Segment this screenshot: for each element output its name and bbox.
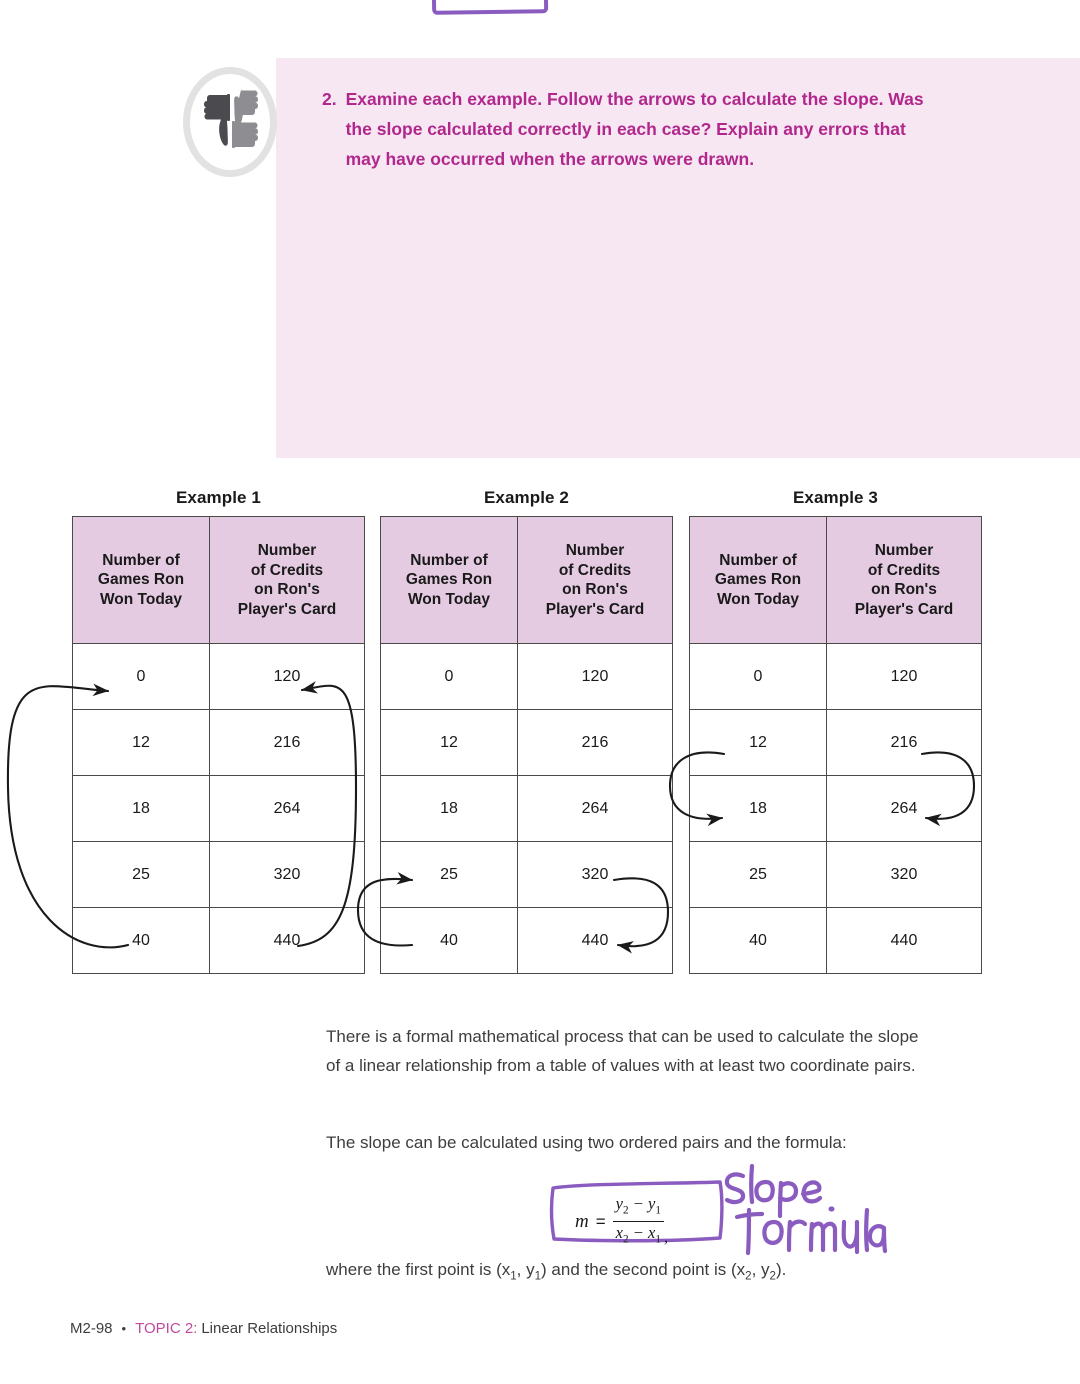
prose3-sub1: 1 <box>510 1270 517 1283</box>
formula-equals-sign: = <box>595 1211 606 1231</box>
cell-credits: 440 <box>210 908 365 974</box>
num-y1: y <box>648 1194 656 1213</box>
den-x1-sub: 1 <box>655 1233 661 1246</box>
prose3-seg2: , y <box>516 1260 535 1279</box>
cell-credits: 120 <box>210 644 365 710</box>
question-number: 2. <box>322 89 337 109</box>
table-row <box>690 710 982 776</box>
formula-denominator <box>613 1221 664 1249</box>
cell-credits: 320 <box>210 842 365 908</box>
table-row <box>73 644 365 710</box>
prose3-seg1: where the first point is (x <box>326 1260 511 1279</box>
table-row <box>690 908 982 974</box>
prose3-seg5: ). <box>775 1260 787 1279</box>
formula-variable-m: m <box>575 1210 589 1232</box>
cell-credits: 216 <box>827 710 982 776</box>
page-footer <box>70 1320 337 1337</box>
cell-credits: 120 <box>518 644 673 710</box>
column-header-games: Number of Games Ron Won Today <box>73 517 210 644</box>
cell-games: 25 <box>381 842 518 908</box>
cell-games: 0 <box>73 644 210 710</box>
table-row <box>381 710 673 776</box>
cell-credits: 440 <box>827 908 982 974</box>
example-1-table <box>72 516 365 974</box>
prose3-sub2: 1 <box>534 1270 542 1283</box>
example-3-block <box>689 488 982 974</box>
column-header-games: Number of Games Ron Won Today <box>690 517 827 644</box>
num-minus: − <box>628 1194 648 1213</box>
question-block <box>322 84 942 174</box>
cell-credits: 120 <box>827 644 982 710</box>
handwritten-slope-formula-annotation <box>718 1164 888 1264</box>
table-row <box>381 908 673 974</box>
den-x2: x <box>615 1223 623 1243</box>
table-header-row <box>381 517 673 644</box>
prose-paragraph-2: The slope can be calculated using two ordered pairs and the formula: <box>326 1133 847 1152</box>
cell-credits: 216 <box>210 710 365 776</box>
cell-games: 0 <box>690 644 827 710</box>
cell-games: 18 <box>690 776 827 842</box>
table-header-row <box>73 517 365 644</box>
table-row <box>381 842 673 908</box>
cell-credits: 264 <box>210 776 365 842</box>
cell-games: 12 <box>73 710 210 776</box>
num-y2: y <box>615 1194 623 1213</box>
table-row <box>690 842 982 908</box>
table-row <box>381 644 673 710</box>
prose3-seg3: ) and the second point is (x <box>541 1260 746 1279</box>
formula-trailing-comma: , <box>663 1228 668 1246</box>
den-minus: − <box>628 1223 648 1243</box>
footer-topic-label: TOPIC 2: <box>135 1320 198 1337</box>
footer-separator-dot: • <box>121 1321 127 1336</box>
example-3-title: Example 3 <box>792 488 878 507</box>
den-x2-sub: 2 <box>623 1233 629 1246</box>
cell-games: 40 <box>381 908 518 974</box>
column-header-games: Number of Games Ron Won Today <box>381 517 518 644</box>
table-row <box>690 644 982 710</box>
table-header-row <box>690 517 982 644</box>
slope-formula-expression <box>575 1194 668 1250</box>
cell-games: 12 <box>381 710 518 776</box>
prose3-sub4: 2 <box>769 1270 776 1283</box>
cell-games: 40 <box>73 908 210 974</box>
table-row <box>690 776 982 842</box>
prose3-sub3: 2 <box>745 1270 752 1283</box>
column-header-credits: Number of Credits on Ron's Player's Card <box>827 517 982 644</box>
formula-fraction <box>613 1194 664 1250</box>
cell-credits: 320 <box>827 842 982 908</box>
table-row <box>381 776 673 842</box>
table-row <box>73 842 365 908</box>
cell-credits: 320 <box>518 842 673 908</box>
footer-topic-name: Linear Relationships <box>201 1320 338 1337</box>
cell-games: 25 <box>73 842 210 908</box>
example-1-block <box>72 488 365 974</box>
cell-credits: 440 <box>518 908 673 974</box>
cell-games: 0 <box>381 644 518 710</box>
den-x1: x <box>648 1223 656 1243</box>
cell-games: 40 <box>690 908 827 974</box>
example-3-table <box>689 516 982 974</box>
column-header-credits: Number of Credits on Ron's Player's Card <box>210 517 365 644</box>
formula-numerator <box>613 1194 664 1221</box>
examples-container <box>0 488 1080 998</box>
table-row <box>73 908 365 974</box>
cell-credits: 216 <box>518 710 673 776</box>
cell-games: 18 <box>381 776 518 842</box>
table-row <box>73 776 365 842</box>
thumbs-glyph <box>197 89 265 153</box>
example-2-table <box>380 516 673 974</box>
footer-page-number: M2-98 <box>70 1320 113 1337</box>
question-text: Examine each example. Follow the arrows to calculate the slope. Was the slope calculated correctly in each case? Explain any errors that may have occurred when the arrows were drawn. <box>345 89 924 169</box>
prose3-seg4: , y <box>751 1260 770 1279</box>
cell-credits: 264 <box>827 776 982 842</box>
top-handwritten-box-partial <box>432 0 548 15</box>
column-header-credits: Number of Credits on Ron's Player's Card <box>518 517 673 644</box>
cell-games: 18 <box>73 776 210 842</box>
num-y2-sub: 2 <box>623 1204 629 1217</box>
example-2-title: Example 2 <box>483 488 569 507</box>
cell-games: 12 <box>690 710 827 776</box>
cell-credits: 264 <box>518 776 673 842</box>
example-1-title: Example 1 <box>175 488 261 507</box>
table-row <box>73 710 365 776</box>
cell-games: 25 <box>690 842 827 908</box>
thumbs-up-down-icon <box>183 67 287 187</box>
num-y1-sub: 1 <box>655 1204 661 1217</box>
prose-paragraph-1: There is a formal mathematical process that can be used to calculate the slope of a linear relationship from a table of values with at least two coordinate pairs. <box>326 1027 919 1075</box>
example-2-block <box>380 488 673 974</box>
